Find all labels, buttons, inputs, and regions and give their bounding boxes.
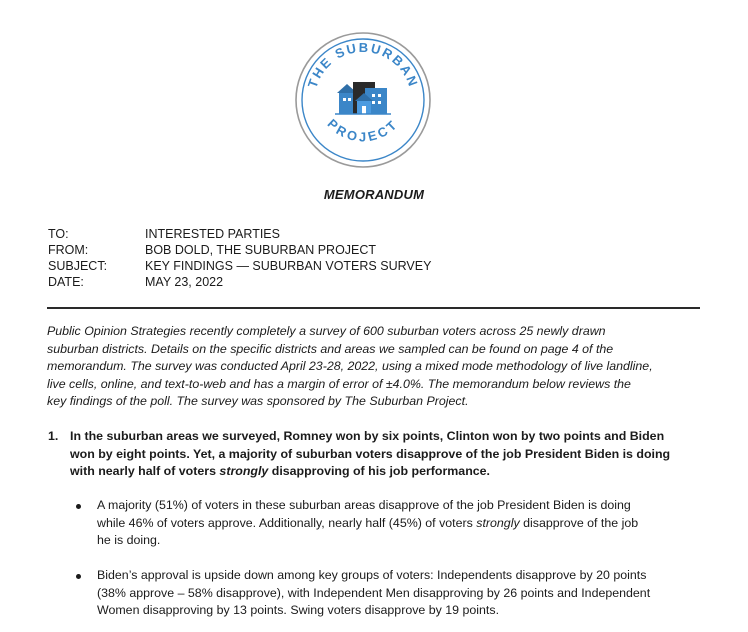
bullet-line: A majority (51%) of voters in these suburban areas disapprove of the job President Biden is doing [97,498,631,512]
header-label: DATE: [48,275,84,289]
bullet-line: Biden’s approval is upside down among key groups of voters: Independents disapprove by 20 points [97,568,647,582]
finding-1 [70,428,710,481]
header-label: SUBJECT: [48,259,108,273]
bullet-text: disapprove of the job [519,515,639,530]
header-value: INTERESTED PARTIES [145,227,280,241]
header-value: BOB DOLD, THE SUBURBAN PROJECT [145,243,377,257]
finding-line: In the suburban areas we surveyed, Romney won by six points, Clinton won by two points and Biden [70,429,665,443]
intro-line: Public Opinion Strategies recently completely a survey of 600 suburban voters across 25 newly drawn [47,324,606,338]
bullet-line: (38% approve – 58% disapprove), with Independent Men disapproving by 26 points and Independent [97,585,651,600]
bullet-icon [76,504,81,509]
bullet-item [97,567,717,620]
suburban-project-logo [293,30,433,170]
finding-line: won by eight points. Yet, a majority of suburban voters disapprove of the job President Biden is doing [70,446,671,461]
finding-line [70,463,710,481]
intro-paragraph [47,323,707,411]
finding-text: with nearly half of voters [70,464,220,478]
intro-line: live cells, online, and text-to-web and has a margin of error of ±4.0%. The memorandum below reviews the [47,376,631,391]
buildings-icon [335,82,391,114]
intro-line: key findings of the poll. The survey was sponsored by The Suburban Project. [47,394,469,408]
intro-line: memorandum. The survey was conducted April 23-28, 2022, using a mixed mode methodology of live landline, [47,359,653,373]
bullet-icon [76,574,81,579]
bullet-line [97,515,717,533]
header-divider [47,307,700,309]
bullet-line: Women disapproving by 13 points. Swing voters disapprove by 19 points. [97,603,500,617]
logo-arc-top-text: THE SUBURBAN [304,39,422,90]
bullet-emphasis: strongly [476,515,520,530]
header-value: KEY FINDINGS — SUBURBAN VOTERS SURVEY [145,259,432,273]
finding-number: 1. [48,429,59,443]
intro-line: suburban districts. Details on the specific districts and areas we sampled can be found on page 4 of the [47,341,614,356]
header-label: FROM: [48,243,89,257]
bullet-text: while 46% of voters approve. Additionally, nearly half (45%) of voters [97,515,477,530]
header-value: MAY 23, 2022 [145,275,224,289]
memo-title: MEMORANDUM [323,187,425,202]
header-label: TO: [48,227,69,241]
bullet-item [97,497,717,550]
finding-text: disapproving of his job performance. [268,464,490,478]
logo-arc-bottom-text: PROJECT [324,115,402,145]
bullet-line: he is doing. [97,533,161,547]
svg-text:PROJECT [325,116,402,145]
finding-emphasis: strongly [219,464,269,478]
